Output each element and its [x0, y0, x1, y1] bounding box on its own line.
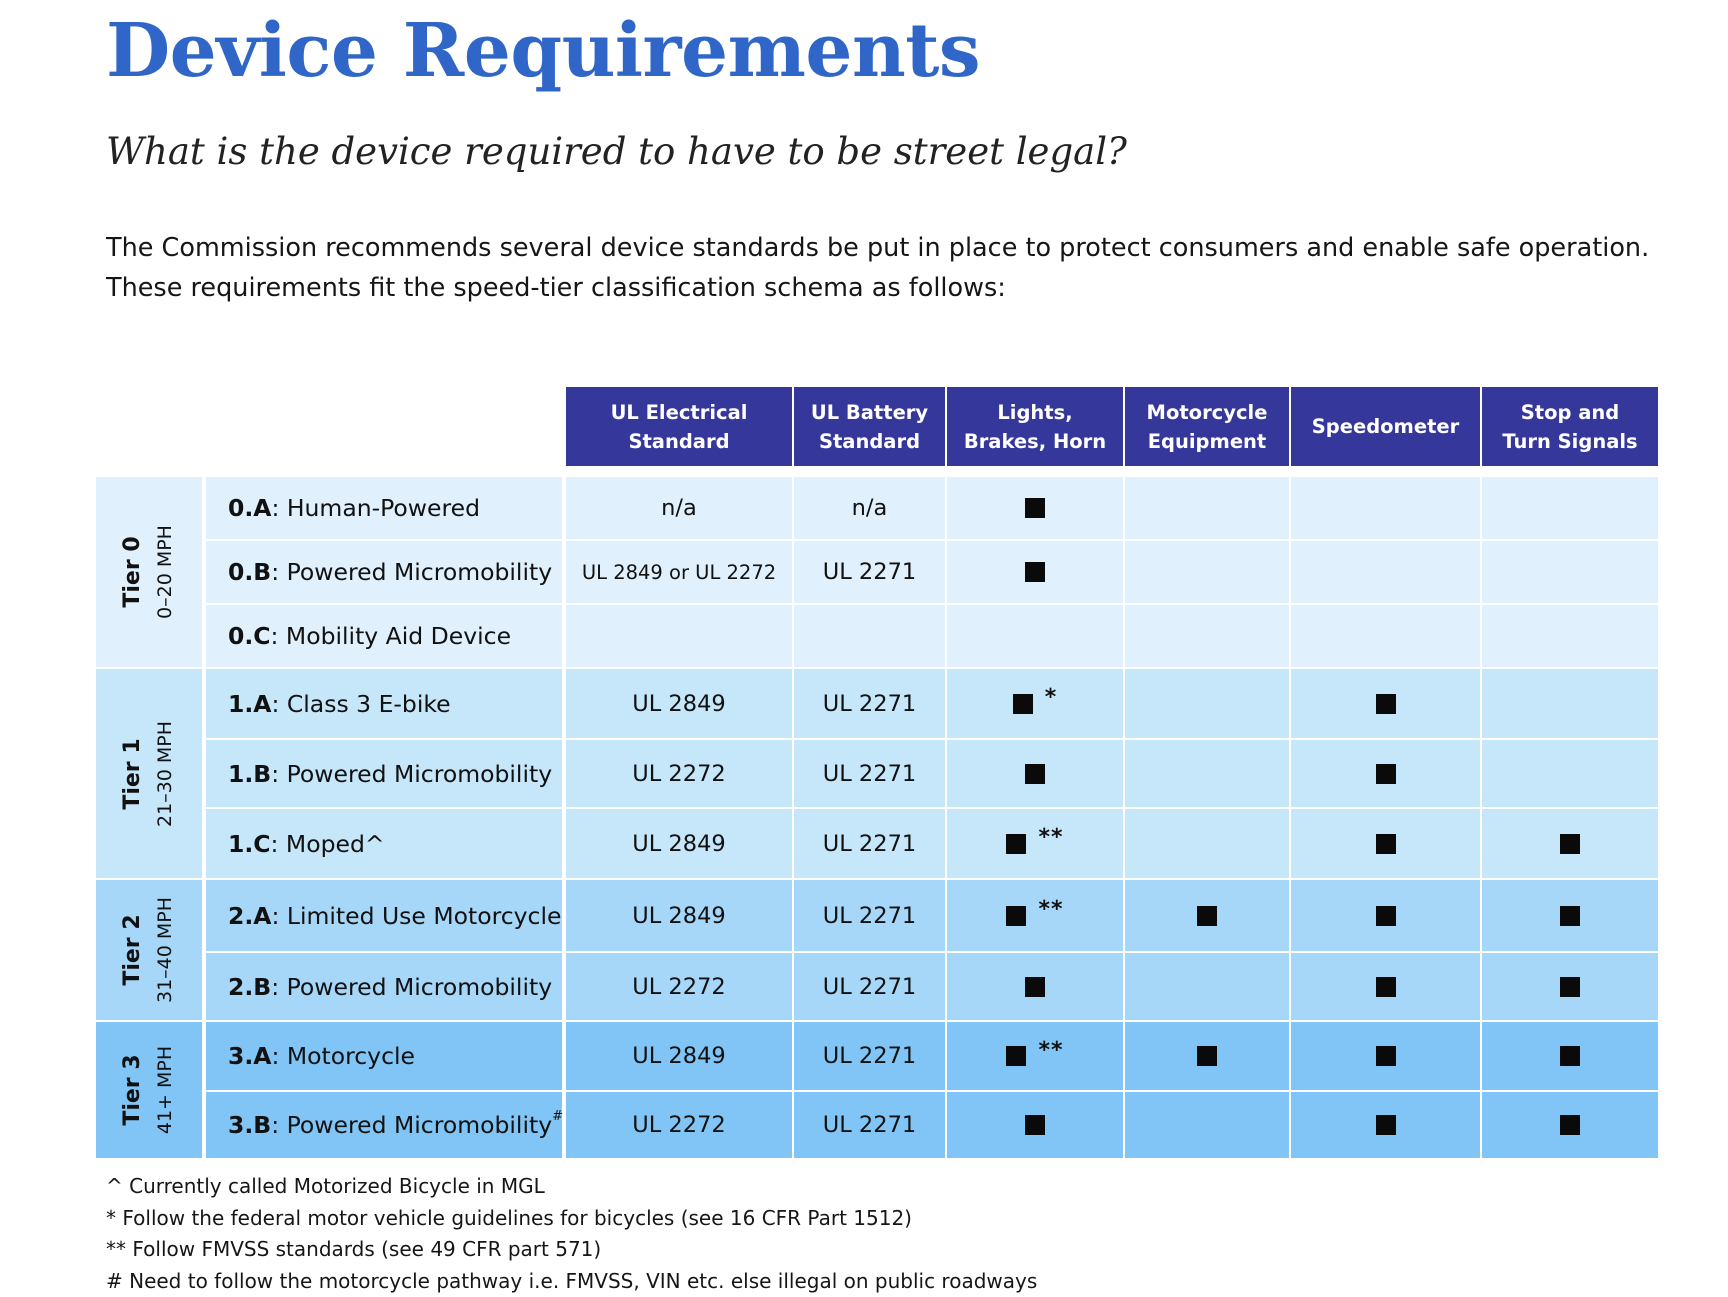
row-signals-cell — [1482, 880, 1658, 951]
tier-label-2 — [96, 880, 202, 1020]
speedometer-header — [1291, 387, 1480, 466]
stop-turn-signals-header — [1482, 387, 1658, 466]
row-device-name — [206, 1092, 562, 1158]
ul-electrical-value: UL 2849 — [632, 691, 725, 717]
device-code: 1.C — [228, 830, 271, 858]
row-signals-cell — [1482, 477, 1658, 539]
intro-paragraph: The Commission recommends several device standards be put in place to protect consumers and enable safe operation. These requirements fit the speed-tier classification schema as follows: — [106, 228, 1666, 308]
tier-label-0 — [96, 477, 202, 667]
row-device-name — [206, 880, 562, 951]
ul-electrical-value: UL 2849 — [632, 831, 725, 857]
row-motorcycle-cell — [1125, 541, 1289, 603]
ul-electrical-value: UL 2849 or UL 2272 — [582, 561, 776, 584]
lights-note-marker: ** — [1038, 897, 1063, 922]
row-device-name — [206, 541, 562, 603]
row-speedometer-cell — [1291, 605, 1480, 667]
ul-battery-value: UL 2271 — [823, 831, 916, 857]
row-device-name — [206, 1022, 562, 1090]
row-battery-cell — [794, 809, 945, 878]
row-speedometer-cell — [1291, 809, 1480, 878]
ul-electrical-value: UL 2272 — [632, 1112, 725, 1138]
row-signals-cell — [1482, 669, 1658, 738]
lights-note-marker: * — [1045, 685, 1058, 710]
row-motorcycle-cell — [1125, 1092, 1289, 1158]
row-electrical-cell — [566, 809, 792, 878]
ul-battery-header — [794, 387, 945, 466]
column-header-label: Lights, Brakes, Horn — [964, 398, 1106, 456]
required-mark — [1376, 1115, 1396, 1135]
device-name: : Powered Micromobility — [271, 973, 552, 1001]
row-electrical-cell — [566, 669, 792, 738]
row-speedometer-cell — [1291, 1092, 1480, 1158]
ul-electrical-value: UL 2849 — [632, 1043, 725, 1069]
device-code: 1.A — [228, 690, 271, 718]
required-mark — [1013, 694, 1033, 714]
required-mark — [1560, 834, 1580, 854]
row-speedometer-cell — [1291, 477, 1480, 539]
tier-label-text — [117, 525, 181, 619]
row-signals-cell — [1482, 809, 1658, 878]
column-header-label: Stop and Turn Signals — [1502, 398, 1637, 456]
row-lights-cell — [947, 477, 1123, 539]
column-header-label: UL Electrical Standard — [611, 398, 748, 456]
required-mark — [1376, 834, 1396, 854]
row-speedometer-cell — [1291, 740, 1480, 807]
tier-label-1 — [96, 669, 202, 878]
device-name: : Powered Micromobility — [271, 760, 552, 788]
row-electrical-cell — [566, 605, 792, 667]
row-lights-cell — [947, 541, 1123, 603]
column-header-label: UL Battery Standard — [811, 398, 928, 456]
tier-label-text — [117, 897, 181, 1003]
ul-electrical-value: n/a — [661, 495, 697, 521]
footnote-fmvss: ** Follow FMVSS standards (see 49 CFR part 571) — [106, 1234, 1037, 1266]
row-battery-cell — [794, 477, 945, 539]
required-mark — [1560, 977, 1580, 997]
row-motorcycle-cell — [1125, 809, 1289, 878]
required-mark — [1006, 906, 1026, 926]
row-lights-cell — [947, 880, 1123, 951]
column-header-label: Speedometer — [1312, 412, 1460, 441]
lights-note-marker: ** — [1038, 1038, 1063, 1063]
column-header-label: Motorcycle Equipment — [1147, 398, 1268, 456]
row-electrical-cell — [566, 880, 792, 951]
device-code: 0.C — [228, 622, 271, 650]
ul-battery-value: UL 2271 — [823, 691, 916, 717]
page-subtitle: What is the device required to have to be street legal? — [106, 130, 1127, 173]
device-name: : Powered Micromobility — [271, 1111, 552, 1139]
required-mark — [1025, 977, 1045, 997]
motorcycle-equipment-header — [1125, 387, 1289, 466]
row-motorcycle-cell — [1125, 880, 1289, 951]
ul-battery-value: UL 2271 — [823, 903, 916, 929]
row-motorcycle-cell — [1125, 1022, 1289, 1090]
ul-battery-value: UL 2271 — [823, 1043, 916, 1069]
tier-name: Tier 2 — [117, 897, 149, 1003]
device-code: 2.A — [228, 902, 271, 930]
row-signals-cell — [1482, 541, 1658, 603]
ul-electrical-value: UL 2849 — [632, 903, 725, 929]
required-mark — [1376, 1046, 1396, 1066]
required-mark — [1197, 1046, 1217, 1066]
row-device-name — [206, 809, 562, 878]
tier-label-text — [117, 1046, 181, 1134]
required-mark — [1560, 1115, 1580, 1135]
required-mark — [1376, 906, 1396, 926]
row-lights-cell — [947, 740, 1123, 807]
ul-battery-value: UL 2271 — [823, 974, 916, 1000]
row-signals-cell — [1482, 740, 1658, 807]
row-device-name — [206, 740, 562, 807]
row-electrical-cell — [566, 953, 792, 1020]
required-mark — [1006, 1046, 1026, 1066]
device-name: : Mobility Aid Device — [271, 622, 512, 650]
ul-battery-value: n/a — [852, 495, 888, 521]
row-motorcycle-cell — [1125, 740, 1289, 807]
device-name: : Class 3 E-bike — [271, 690, 450, 718]
required-mark — [1376, 977, 1396, 997]
row-device-name — [206, 669, 562, 738]
row-device-name — [206, 477, 562, 539]
device-name: : Powered Micromobility — [271, 558, 552, 586]
ul-electrical-header — [566, 387, 792, 466]
row-motorcycle-cell — [1125, 669, 1289, 738]
tier-label-3 — [96, 1022, 202, 1158]
tier-speed: 41+ MPH — [149, 1046, 181, 1134]
required-mark — [1197, 906, 1217, 926]
ul-battery-value: UL 2271 — [823, 559, 916, 585]
footnotes — [106, 1171, 1037, 1297]
row-battery-cell — [794, 669, 945, 738]
row-electrical-cell — [566, 1022, 792, 1090]
row-battery-cell — [794, 1022, 945, 1090]
ul-electrical-value: UL 2272 — [632, 974, 725, 1000]
row-electrical-cell — [566, 1092, 792, 1158]
tier-speed: 31–40 MPH — [149, 897, 181, 1003]
device-name: : Limited Use Motorcycle — [271, 902, 561, 930]
row-speedometer-cell — [1291, 541, 1480, 603]
row-lights-cell — [947, 953, 1123, 1020]
footnote-marker: # — [552, 1109, 563, 1124]
required-mark — [1560, 906, 1580, 926]
device-code: 1.B — [228, 760, 271, 788]
row-device-name — [206, 953, 562, 1020]
tier-label-text — [117, 720, 181, 826]
required-mark — [1025, 1115, 1045, 1135]
row-device-name — [206, 605, 562, 667]
row-lights-cell — [947, 1022, 1123, 1090]
device-name: : Motorcycle — [271, 1042, 415, 1070]
tier-name: Tier 3 — [117, 1046, 149, 1134]
footnote-moped: ^ Currently called Motorized Bicycle in MGL — [106, 1171, 1037, 1203]
row-signals-cell — [1482, 953, 1658, 1020]
required-mark — [1560, 1046, 1580, 1066]
row-signals-cell — [1482, 1022, 1658, 1090]
row-speedometer-cell — [1291, 669, 1480, 738]
tier-name: Tier 0 — [117, 525, 149, 619]
row-motorcycle-cell — [1125, 477, 1289, 539]
row-speedometer-cell — [1291, 880, 1480, 951]
device-name: : Human-Powered — [271, 494, 480, 522]
row-battery-cell — [794, 953, 945, 1020]
required-mark — [1376, 694, 1396, 714]
row-speedometer-cell — [1291, 953, 1480, 1020]
device-code: 0.A — [228, 494, 271, 522]
row-battery-cell — [794, 541, 945, 603]
row-electrical-cell — [566, 477, 792, 539]
row-lights-cell — [947, 1092, 1123, 1158]
tier-speed: 21–30 MPH — [149, 720, 181, 826]
row-lights-cell — [947, 669, 1123, 738]
device-name: : Moped^ — [271, 830, 385, 858]
row-lights-cell — [947, 605, 1123, 667]
device-code: 3.A — [228, 1042, 271, 1070]
tier-name: Tier 1 — [117, 720, 149, 826]
row-speedometer-cell — [1291, 1022, 1480, 1090]
row-motorcycle-cell — [1125, 605, 1289, 667]
page-title: Device Requirements — [106, 8, 980, 94]
required-mark — [1376, 764, 1396, 784]
required-mark — [1006, 834, 1026, 854]
ul-battery-value: UL 2271 — [823, 761, 916, 787]
row-signals-cell — [1482, 1092, 1658, 1158]
tier-speed: 0–20 MPH — [149, 525, 181, 619]
required-mark — [1025, 498, 1045, 518]
row-battery-cell — [794, 1092, 945, 1158]
row-battery-cell — [794, 605, 945, 667]
row-lights-cell — [947, 809, 1123, 878]
row-signals-cell — [1482, 605, 1658, 667]
device-code: 2.B — [228, 973, 271, 1001]
row-battery-cell — [794, 880, 945, 951]
lights-brakes-horn-header — [947, 387, 1123, 466]
required-mark — [1025, 562, 1045, 582]
row-electrical-cell — [566, 541, 792, 603]
device-code: 0.B — [228, 558, 271, 586]
footnote-bicycle-guidelines: * Follow the federal motor vehicle guidelines for bicycles (see 16 CFR Part 1512) — [106, 1203, 1037, 1235]
ul-battery-value: UL 2271 — [823, 1112, 916, 1138]
required-mark — [1025, 764, 1045, 784]
ul-electrical-value: UL 2272 — [632, 761, 725, 787]
footnote-motorcycle-pathway: # Need to follow the motorcycle pathway i.e. FMVSS, VIN etc. else illegal on public roadways — [106, 1266, 1037, 1297]
row-electrical-cell — [566, 740, 792, 807]
lights-note-marker: ** — [1038, 825, 1063, 850]
device-code: 3.B — [228, 1111, 271, 1139]
row-motorcycle-cell — [1125, 953, 1289, 1020]
row-battery-cell — [794, 740, 945, 807]
